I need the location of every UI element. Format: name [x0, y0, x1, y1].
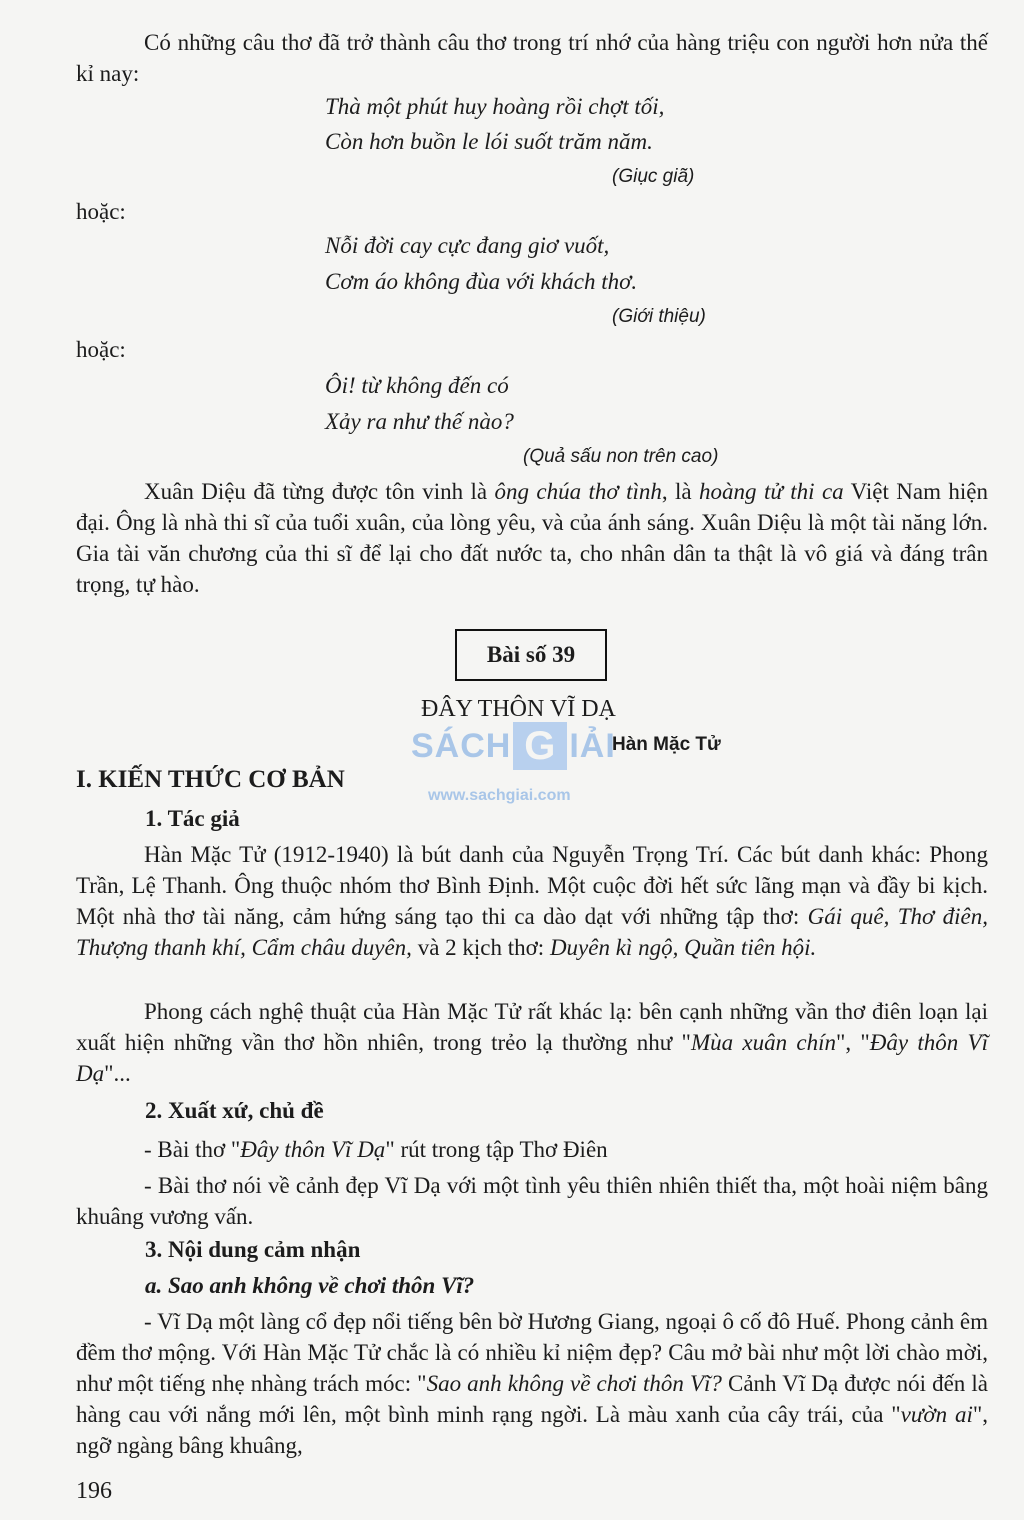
poem-1-line-2: Còn hơn buồn le lói suốt trăm năm. — [325, 129, 653, 154]
poem-1-line-1: Thà một phút huy hoàng rồi chợt tối, — [325, 94, 665, 119]
intro-paragraph: Có những câu thơ đã trở thành câu thơ trong trí nhớ của hàng triệu con người hơn nửa thế kỉ nay: — [76, 30, 988, 86]
poem-2-line-2: Cơm áo không đùa với khách thơ. — [325, 269, 638, 294]
subsection-1-heading: 1. Tác giả — [145, 806, 240, 831]
watermark-logo: SÁCH G IẢI — [411, 724, 616, 768]
style-paragraph: Phong cách nghệ thuật của Hàn Mặc Tử rất khác lạ: bên cạnh những vần thơ điên loạn lại xuất hiện những vần thơ hồn nhiên, trong trẻo lạ thường như "Mùa xuân chín", "Đây thôn Vĩ Dạ"... — [76, 999, 988, 1086]
section-heading: I. KIẾN THỨC CƠ BẢN — [76, 766, 345, 793]
watermark-url: www.sachgiai.com — [428, 787, 571, 804]
subsection-3-heading: 3. Nội dung cảm nhận — [145, 1237, 361, 1262]
lesson-title: ĐÂY THÔN VĨ DẠ — [421, 696, 616, 722]
poem-2-source: (Giới thiệu) — [612, 306, 706, 327]
origin-bullet-2: - Bài thơ nói về cảnh đẹp Vĩ Dạ với một tình yêu thiên nhiên thiết tha, một hoài niệm bâng khuâng vương vấn. — [76, 1173, 988, 1229]
connector-1: hoặc: — [76, 199, 126, 224]
subsection-3a-heading: a. Sao anh không về chơi thôn Vĩ? — [145, 1273, 475, 1298]
connector-2: hoặc: — [76, 337, 126, 362]
subsection-2-heading: 2. Xuất xứ, chủ đề — [145, 1098, 324, 1123]
origin-bullet-1: - Bài thơ "Đây thôn Vĩ Dạ" rút trong tập Thơ Điên — [144, 1137, 608, 1162]
poem-3-line-2: Xảy ra như thế nào? — [325, 409, 514, 434]
author-paragraph: Hàn Mặc Tử (1912-1940) là bút danh của Nguyễn Trọng Trí. Các bút danh khác: Phong Trần, Lệ Thanh. Ông thuộc nhóm thơ Bình Định. Một cuộc đời hết sức lãng mạn và đầy bi kịch. Một nhà thơ tài năng, cảm hứng sáng tạo thi ca dào dạt với những tập thơ: Gái quê, Thơ điên, Thượng thanh khí, Cẩm châu duyên, và 2 kịch thơ: Duyên kì ngộ, Quần tiên hội. — [76, 842, 988, 960]
lesson-author: Hàn Mặc Tử — [612, 734, 721, 755]
poem-3-source: (Quả sấu non trên cao) — [523, 446, 719, 467]
xuan-dieu-paragraph: Xuân Diệu đã từng được tôn vinh là ông chúa thơ tình, là hoàng tử thi ca Việt Nam hiện đại. Ông là nhà thi sĩ của tuổi xuân, của lòng yêu, và của ánh sáng. Xuân Diệu là một tài năng lớn. Gia tài văn chương của thi sĩ để lại cho đất nước ta, cho nhân dân ta thật là vô giá và đáng trân trọng, tự hào. — [76, 479, 989, 597]
poem-2-line-1: Nỗi đời cay cực đang giơ vuốt, — [325, 233, 610, 258]
poem-3-line-1: Ôi! từ không đến có — [325, 373, 509, 398]
content-paragraph: - Vĩ Dạ một làng cổ đẹp nổi tiếng bên bờ Hương Giang, ngoại ô cố đô Huế. Phong cảnh êm đềm thơ mộng. Với Hàn Mặc Tử chắc là có nhiều kỉ niệm đẹp? Câu mở bài như một lời chào mời, như một tiếng nhẹ nhàng trách móc: "Sao anh không về chơi thôn Vĩ? Cảnh Vĩ Dạ được nói đến là hàng cau với nắng mới lên, một bình minh rạng ngời. Là màu xanh của cây trái, của "vườn ai", ngỡ ngàng bâng khuâng, — [76, 1309, 989, 1458]
page-number: 196 — [76, 1478, 112, 1504]
poem-1-source: (Giục giã) — [612, 166, 695, 187]
lesson-number-box: Bài số 39 — [455, 629, 607, 681]
